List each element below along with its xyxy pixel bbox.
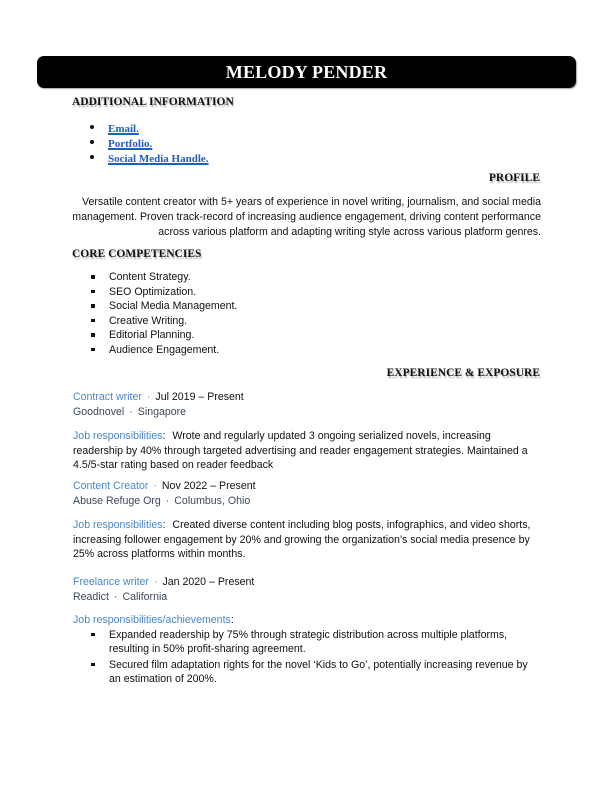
competency-label: Social Media Management. bbox=[109, 300, 238, 313]
achievement-text: Secured film adaptation rights for the novel ‘Kids to Go’, potentially increasing revenue by an estimation of 200%. bbox=[109, 658, 528, 686]
job-dates: Jul 2019 – Present bbox=[155, 391, 244, 403]
responsibilities-text: Created diverse content including blog posts, infographics, and video shorts, increasing follower engagement by 20% and growing the organization’s social media presence by 25% across platforms within months. bbox=[73, 519, 531, 561]
experience-heading: EXPERIENCE & EXPOSURE bbox=[386, 367, 540, 379]
separator-dot: · bbox=[146, 391, 151, 403]
responsibilities-label: Job responsibilities bbox=[73, 519, 163, 531]
email-link[interactable]: Email. bbox=[108, 123, 139, 135]
bullet-icon bbox=[90, 125, 94, 129]
achievement-item bbox=[91, 628, 536, 657]
company-name: Goodnovel bbox=[73, 406, 125, 418]
name-banner bbox=[37, 56, 576, 88]
competencies-list bbox=[91, 270, 237, 358]
competency-item bbox=[91, 314, 237, 329]
job-company-line bbox=[73, 405, 543, 420]
responsibilities-label: Job responsibilities bbox=[73, 430, 163, 442]
competency-item bbox=[91, 328, 237, 343]
social-media-handle-link[interactable]: Social Media Handle. bbox=[108, 153, 209, 165]
square-bullet-icon bbox=[91, 319, 95, 323]
square-bullet-icon bbox=[91, 304, 95, 308]
square-bullet-icon bbox=[91, 333, 95, 337]
profile-summary: Versatile content creator with 5+ years of experience in novel writing, journalism, and social media management. Proven track-record of increasing audience engagement, driving content performance across various platform and adapting writing style across various platform genres. bbox=[72, 196, 541, 238]
job-title: Content Creator bbox=[73, 480, 149, 492]
company-name: Readict bbox=[73, 591, 109, 603]
responsibilities-text: Wrote and regularly updated 3 ongoing serialized novels, increasing readership by 40% through targeted advertising and reader engagement strategies. Maintained a 4.5/5-star rating based on reader feedback bbox=[73, 430, 528, 472]
additional-information-heading: ADDITIONAL INFORMATION bbox=[72, 96, 234, 108]
competency-label: Content Strategy. bbox=[109, 271, 191, 283]
competency-label: Editorial Planning. bbox=[109, 329, 195, 342]
job-entry bbox=[73, 390, 543, 473]
job-company-line bbox=[73, 494, 543, 509]
job-title: Contract writer bbox=[73, 391, 142, 403]
square-bullet-icon bbox=[91, 290, 95, 294]
profile-heading: PROFILE bbox=[488, 172, 540, 184]
separator-dot: · bbox=[153, 576, 158, 588]
company-location: Columbus, Ohio bbox=[174, 495, 251, 507]
job-responsibilities-heading: Job responsibilities/achievements: bbox=[73, 614, 234, 626]
square-bullet-icon bbox=[91, 348, 95, 352]
separator-dot: · bbox=[165, 495, 170, 507]
portfolio-link[interactable]: Portfolio. bbox=[108, 138, 153, 150]
job-entry bbox=[73, 575, 543, 688]
competency-label: Audience Engagement. bbox=[109, 343, 220, 356]
square-bullet-icon bbox=[91, 633, 95, 637]
separator-dot: · bbox=[129, 406, 133, 418]
competency-label: SEO Optimization. bbox=[109, 285, 197, 298]
job-entry bbox=[73, 479, 543, 562]
company-location: Singapore bbox=[137, 406, 187, 418]
job-title-line bbox=[73, 479, 543, 494]
competency-item bbox=[91, 343, 237, 358]
responsibilities-label: Job responsibilities/achievements bbox=[73, 614, 231, 626]
square-bullet-icon bbox=[91, 663, 95, 667]
job-dates: Jan 2020 – Present bbox=[162, 576, 255, 588]
job-company-line bbox=[73, 590, 543, 605]
contact-links-list bbox=[90, 120, 209, 165]
competency-label: Creative Writing. bbox=[109, 314, 188, 327]
job-dates: Nov 2022 – Present bbox=[161, 480, 256, 492]
separator-dot: · bbox=[113, 591, 118, 603]
achievement-item bbox=[91, 658, 536, 687]
list-item bbox=[90, 120, 209, 135]
bullet-icon bbox=[90, 155, 94, 159]
competency-item bbox=[91, 299, 237, 314]
competency-item bbox=[91, 285, 237, 300]
list-item bbox=[90, 135, 209, 150]
core-competencies-heading: CORE COMPETENCIES bbox=[72, 248, 202, 260]
achievements-list bbox=[91, 628, 536, 687]
job-title: Freelance writer bbox=[73, 576, 149, 588]
candidate-name: MELODY PENDER bbox=[225, 61, 388, 82]
company-name: Abuse Refuge Org bbox=[73, 495, 161, 507]
job-title-line bbox=[73, 575, 543, 590]
square-bullet-icon bbox=[91, 275, 95, 279]
company-location: California bbox=[122, 591, 168, 603]
job-responsibilities: Job responsibilities: Created diverse content including blog posts, infographics, and video shorts, increasing follower engagement by 20% and growing the organization’s social media presence by 25% across platforms within months. bbox=[73, 519, 531, 561]
achievement-text: Expanded readership by 75% through strategic distribution across multiple platforms, resulting in 50% profit-sharing agreement. bbox=[109, 628, 508, 656]
bullet-icon bbox=[90, 140, 94, 144]
list-item bbox=[90, 150, 209, 165]
job-responsibilities: Job responsibilities: Wrote and regularly updated 3 ongoing serialized novels, increasing readership by 40% through targeted advertising and reader engagement strategies. Maintained a 4.5/5-star rating based on reader feedback bbox=[73, 430, 528, 472]
separator-dot: · bbox=[153, 480, 157, 492]
job-title-line bbox=[73, 390, 543, 405]
competency-item bbox=[91, 270, 237, 285]
